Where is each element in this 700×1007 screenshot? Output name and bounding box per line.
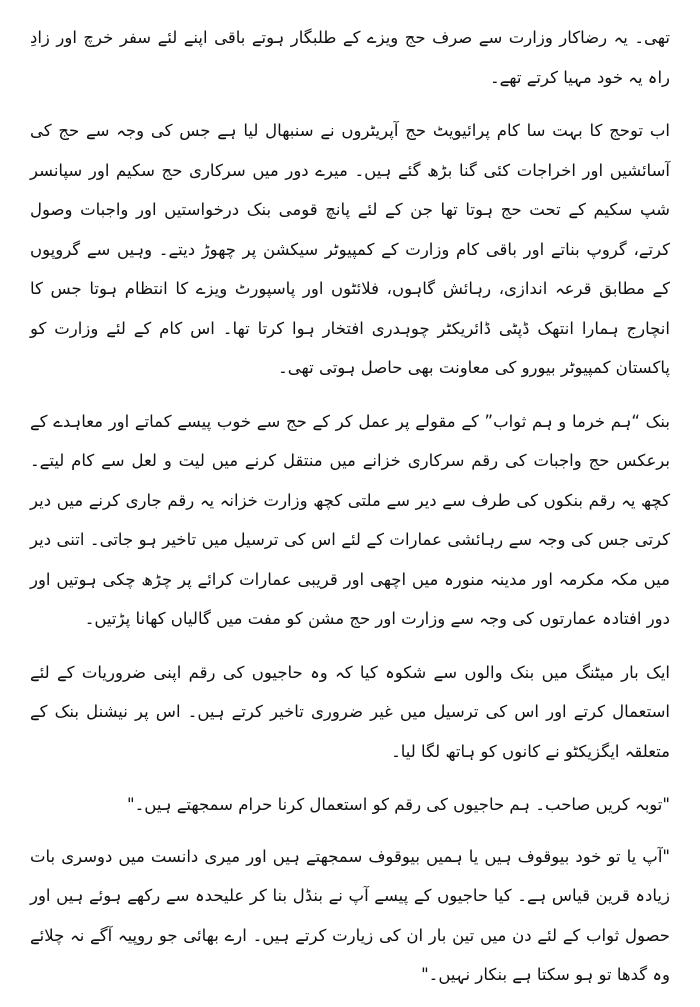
quote-author-reply: "آپ یا تو خود بیوقوف ہیں یا ہمیں بیوقوف سمجھتے ہیں اور میری دانست میں دوسری بات زیادہ قرین قیاس ہے۔ کیا حاجیوں کے پیسے آپ نے بنڈل بنا کر علیحدہ سے رکھے ہوئے ہیں اور حصول ثواب کے لئے دن میں تین بار ان کی زیارت کرتے ہیں۔ ارے بھائی جو روپیہ آگے نہ چلائے وہ گدھا تو ہو سکتا ہے بنکار نہیں۔" — [30, 846, 670, 984]
quote-bank-executive: "توبہ کریں صاحب۔ ہم حاجیوں کی رقم کو استعمال کرنا حرام سمجھتے ہیں۔" — [127, 795, 670, 814]
paragraph-meeting-complaint: ایک بار میٹنگ میں بنک والوں سے شکوہ کیا کہ وہ حاجیوں کی رقم اپنی ضروریات کے لئے استعمال کرتے اور اس کی ترسیل میں غیر ضروری تاخیر کرتے ہیں۔ اس پر نیشنل بنک کے متعلقہ ایگزیکٹو نے کانوں کو ہاتھ لگا لیا۔ — [30, 662, 670, 761]
document-page — [30, 18, 670, 1007]
paragraph-hajj-operators: اب توحج کا بہت سا کام پرائیویٹ حج آپریٹروں نے سنبھال لیا ہے جس کی وجہ سے حج کی آسائشیں اور اخراجات کئی گنا بڑھ گئے ہیں۔ میرے دور میں سرکاری حج سکیم اور سپانسر شپ سکیم کے تحت حج ہوتا تھا جن کے لئے پانچ قومی بنک درخواستیں اور واجبات وصول کرتے، گروپ بناتے اور باقی کام وزارت کے کمپیوٹر سیکشن پر چھوڑ دیتے۔ وہیں سے گروپوں کے مطابق قرعہ اندازی، رہائش گاہوں، فلائٹوں اور پاسپورٹ ویزے کا انتظام ہوتا جس کا انچارج ہمارا انتھک ڈپٹی ڈائریکٹر چوہدری افتخار ہوا کرتا تھا۔ اس کام کے لئے وزارت کو پاکستان کمپیوٹر بیورو کی معاونت بھی حاصل ہوتی تھی۔ — [30, 121, 670, 377]
paragraph-bank-delays: بنک “ہم خرما و ہم ثواب” کے مقولے پر عمل کر کے حج سے خوب پیسے کماتے اور معاہدے کے برعکس حج واجبات کی رقم سرکاری خزانے میں منتقل کرنے میں لیت و لعل سے کام لیتے۔ کچھ یہ رقم بنکوں کی طرف سے دیر سے ملتی کچھ وزارت خزانہ یہ رقم جاری کرنے میں دیر کرتی جس کی وجہ سے رہائشی عمارات کے لئے اس کی ترسیل میں تاخیر ہو جاتی۔ اتنی دیر میں مکہ مکرمہ اور مدینہ منورہ میں اچھی اور قریبی عمارات کرائے پر چڑھ چکی ہوتیں اور دور افتادہ عمارتوں کی وجہ سے وزارت اور حج مشن کو مفت میں گالیاں کھانا پڑتیں۔ — [30, 411, 670, 628]
paragraph-volunteers-expenses: تھی۔ یہ رضاکار وزارت سے صرف حج ویزے کے طلبگار ہوتے باقی اپنے لئے سفر خرچ اور زادِ راہ یہ خود مہیا کرتے تھے۔ — [30, 28, 670, 87]
